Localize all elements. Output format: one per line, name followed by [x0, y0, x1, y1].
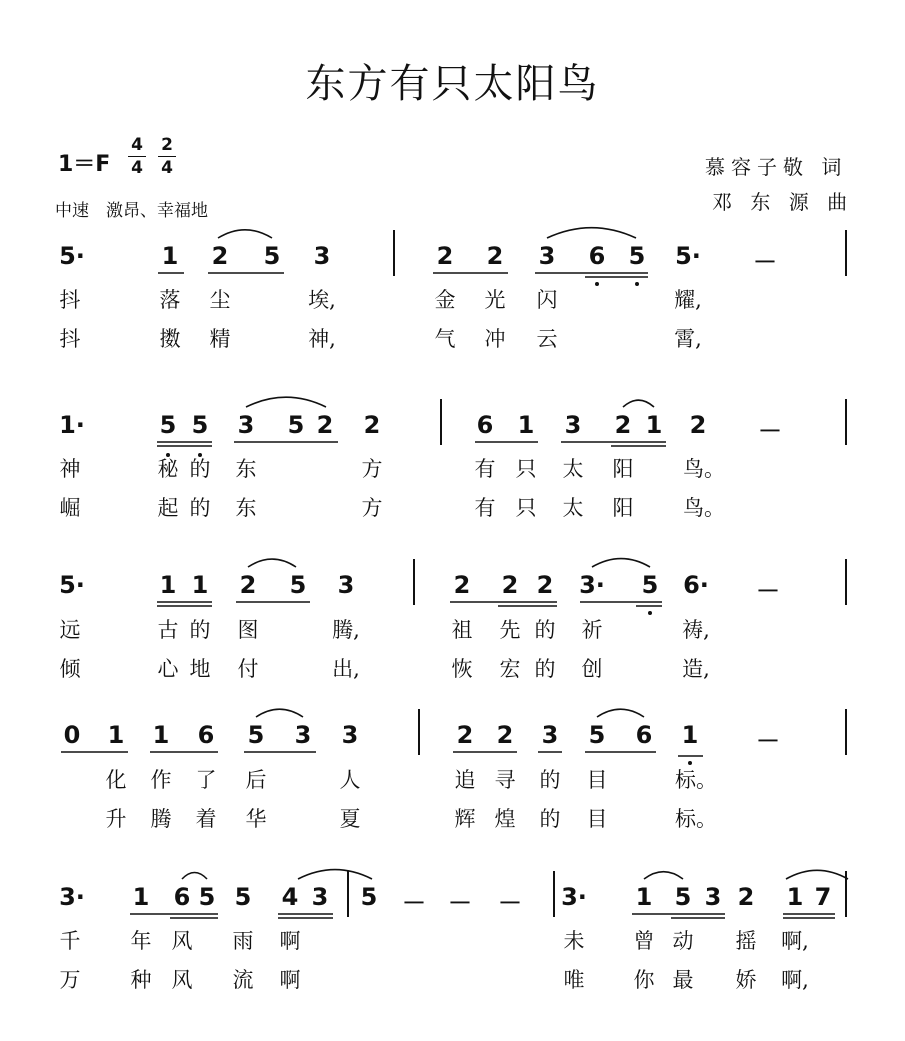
note: 1 [681, 721, 699, 749]
lyric-verse1: 东 [235, 457, 257, 481]
note: 1 [159, 571, 177, 599]
note: 6 [635, 721, 653, 749]
lyric-verse1: 年 [130, 929, 152, 953]
lyric-verse1: 阳 [612, 457, 634, 481]
lyric-verse1: 闪 [536, 288, 558, 312]
note: 2 [536, 571, 554, 599]
key-signature: 1＝F [58, 152, 111, 177]
note: 5 [641, 571, 659, 599]
octave-dot-low [648, 611, 652, 615]
note: 5 [287, 411, 305, 439]
note: 5· [675, 242, 701, 270]
lyric-verse1: 人 [339, 768, 361, 792]
note: － [753, 248, 777, 276]
note: 6 [476, 411, 494, 439]
barline [845, 559, 847, 605]
note: 1 [107, 721, 125, 749]
lyric-verse1: 埃, [308, 288, 336, 312]
lyric-verse1: 未 [563, 929, 585, 953]
note: 2 [456, 721, 474, 749]
lyric-verse2: 云 [536, 327, 558, 351]
note: － [758, 417, 782, 445]
lyric-verse2: 唯 [563, 968, 585, 992]
lyric-verse1: 千 [59, 929, 81, 953]
note: 2 [501, 571, 519, 599]
lyric-verse1: 化 [105, 768, 127, 792]
lyric-verse2: 霄, [674, 327, 702, 351]
lyric-verse2: 夏 [339, 807, 361, 831]
lyric-verse2: 的 [189, 496, 211, 520]
lyric-verse2: 阳 [612, 496, 634, 520]
note: 0 [63, 721, 81, 749]
note: 5 [289, 571, 307, 599]
meter-top: 4 [128, 134, 146, 157]
note: 3 [294, 721, 312, 749]
tempo-marking: 中速 激昂、幸福地 [55, 201, 208, 221]
note: 1 [132, 883, 150, 911]
lyric-verse2: 心 [157, 657, 179, 681]
lyric-verse1: 秘 [157, 457, 179, 481]
lyric-verse1: 寻 [494, 768, 516, 792]
slur [592, 559, 650, 567]
slur [597, 709, 644, 717]
note: 1· [59, 411, 85, 439]
lyric-verse1: 后 [245, 768, 267, 792]
lyric-verse2: 创 [581, 657, 603, 681]
barline [440, 399, 442, 445]
note: 2 [211, 242, 229, 270]
note: 3· [59, 883, 85, 911]
barline [553, 871, 555, 917]
lyric-verse2: 宏 [499, 657, 521, 681]
note: － [448, 889, 472, 917]
lyric-verse2: 辉 [454, 807, 476, 831]
lyric-verse2: 地 [189, 657, 211, 681]
lyric-verse2: 煌 [494, 807, 516, 831]
lyric-verse2: 种 [130, 968, 152, 992]
slur [248, 559, 296, 567]
note: 6 [588, 242, 606, 270]
lyric-verse1: 祖 [451, 618, 473, 642]
lyric-verse1: 远 [59, 618, 81, 642]
note: 1 [517, 411, 535, 439]
lyric-verse1: 追 [454, 768, 476, 792]
note: 3 [313, 242, 331, 270]
note: 5 [191, 411, 209, 439]
note: 7 [814, 883, 832, 911]
barline [845, 709, 847, 755]
lyric-verse1: 祷, [682, 618, 710, 642]
note: 3 [311, 883, 329, 911]
note: 6 [197, 721, 215, 749]
lyric-verse2: 精 [209, 327, 231, 351]
lyric-verse1: 太 [562, 457, 584, 481]
lyric-verse1: 风 [171, 929, 193, 953]
lyric-verse1: 有 [474, 457, 496, 481]
lyric-verse1: 标。 [675, 768, 717, 792]
lyric-verse2: 出, [332, 657, 360, 681]
note: － [756, 727, 780, 755]
slur [256, 709, 303, 717]
note: 2 [316, 411, 334, 439]
lyric-verse2: 娇 [735, 968, 757, 992]
barline [413, 559, 415, 605]
lyric-verse1: 啊, [781, 929, 809, 953]
note: 3 [538, 242, 556, 270]
barline [418, 709, 420, 755]
note: 3· [561, 883, 587, 911]
lyric-verse2: 目 [586, 807, 608, 831]
composer-credit: 邓 东 源 曲 [712, 190, 854, 214]
note: 5 [588, 721, 606, 749]
lyric-verse2: 啊, [781, 968, 809, 992]
lyric-verse2: 最 [672, 968, 694, 992]
note: 5· [59, 571, 85, 599]
note: 5 [159, 411, 177, 439]
slur [644, 872, 683, 879]
note: 3 [541, 721, 559, 749]
lyric-verse1: 古 [157, 618, 179, 642]
lyric-verse1: 光 [484, 288, 506, 312]
slur [298, 870, 372, 879]
lyric-verse1: 雨 [232, 929, 254, 953]
note: 1 [645, 411, 663, 439]
lyric-verse2: 气 [434, 327, 456, 351]
note: 1 [161, 242, 179, 270]
lyric-verse1: 抖 [59, 288, 81, 312]
slur [246, 397, 326, 407]
lyric-verse2: 你 [633, 968, 655, 992]
lyric-verse2: 神, [308, 327, 336, 351]
lyric-verse1: 了 [195, 768, 217, 792]
note: 5 [247, 721, 265, 749]
lyric-verse1: 摇 [735, 929, 757, 953]
lyricist-credit: 慕容子敬 词 [705, 155, 848, 179]
slur [218, 230, 272, 238]
lyric-verse2: 流 [232, 968, 254, 992]
lyric-verse1: 啊 [279, 929, 301, 953]
slur [623, 400, 654, 407]
barline [393, 230, 395, 276]
lyric-verse1: 的 [189, 618, 211, 642]
note: 3· [579, 571, 605, 599]
note: 2 [453, 571, 471, 599]
lyric-verse1: 先 [499, 618, 521, 642]
lyric-verse1: 作 [150, 768, 172, 792]
lyric-verse1: 神 [59, 457, 81, 481]
lyric-verse1: 的 [534, 618, 556, 642]
lyric-verse2: 造, [682, 657, 710, 681]
note: 1 [635, 883, 653, 911]
barline [845, 871, 847, 917]
lyric-verse2: 有 [474, 496, 496, 520]
meter-top: 2 [158, 134, 176, 157]
octave-dot-low [595, 282, 599, 286]
note: 5 [674, 883, 692, 911]
note: 1 [191, 571, 209, 599]
note: 4 [281, 883, 299, 911]
octave-dot-low [635, 282, 639, 286]
lyric-verse2: 倾 [59, 657, 81, 681]
note: 2 [363, 411, 381, 439]
lyric-verse2: 付 [237, 657, 259, 681]
barline [347, 871, 349, 917]
lyric-verse2: 腾 [150, 807, 172, 831]
lyric-verse1: 目 [586, 768, 608, 792]
time-signature-2-4 [158, 134, 176, 179]
slur [182, 873, 207, 880]
song-title: 东方有只太阳鸟 [305, 61, 600, 107]
note: 2 [737, 883, 755, 911]
note: 3 [704, 883, 722, 911]
slur [786, 870, 848, 879]
note: 2 [436, 242, 454, 270]
note: 6· [683, 571, 709, 599]
note: － [402, 889, 426, 917]
note: 5 [360, 883, 378, 911]
lyric-verse1: 腾, [332, 618, 360, 642]
lyric-verse2: 擞 [159, 327, 181, 351]
lyric-verse2: 东 [235, 496, 257, 520]
lyric-verse1: 落 [159, 288, 181, 312]
lyric-verse2: 冲 [484, 327, 506, 351]
lyric-verse2: 鸟。 [683, 496, 725, 520]
lyric-verse2: 标。 [675, 807, 717, 831]
lyric-verse2: 恢 [451, 657, 473, 681]
lyric-verse1: 的 [189, 457, 211, 481]
lyric-verse1: 图 [237, 618, 259, 642]
note: 2 [239, 571, 257, 599]
note: 5 [234, 883, 252, 911]
lyric-verse1: 曾 [633, 929, 655, 953]
note: 1 [152, 721, 170, 749]
note: － [498, 889, 522, 917]
slur [547, 228, 636, 238]
lyric-verse2: 起 [157, 496, 179, 520]
lyric-verse1: 金 [434, 288, 456, 312]
note: 3 [341, 721, 359, 749]
note: 3 [337, 571, 355, 599]
barline [845, 399, 847, 445]
note: 5 [263, 242, 281, 270]
lyric-verse2: 方 [361, 496, 383, 520]
lyric-verse1: 鸟。 [683, 457, 725, 481]
lyric-verse1: 动 [672, 929, 694, 953]
lyric-verse1: 祈 [581, 618, 603, 642]
note: 5· [59, 242, 85, 270]
meter-bottom: 4 [161, 158, 173, 178]
time-signature-4-4 [128, 134, 146, 179]
barline [845, 230, 847, 276]
lyric-verse1: 耀, [674, 288, 702, 312]
lyric-verse2: 啊 [279, 968, 301, 992]
note: 6 [173, 883, 191, 911]
lyric-verse2: 只 [515, 496, 537, 520]
lyric-verse2: 抖 [59, 327, 81, 351]
note: － [756, 577, 780, 605]
lyric-verse1: 尘 [209, 288, 231, 312]
lyric-verse1: 的 [539, 768, 561, 792]
note: 5 [628, 242, 646, 270]
lyric-verse2: 万 [59, 968, 81, 992]
note: 3 [564, 411, 582, 439]
note: 5 [198, 883, 216, 911]
note: 3 [237, 411, 255, 439]
lyric-verse1: 方 [361, 457, 383, 481]
lyric-verse1: 只 [515, 457, 537, 481]
meter-bottom: 4 [131, 158, 143, 178]
lyric-verse2: 的 [539, 807, 561, 831]
lyric-verse2: 崛 [59, 496, 81, 520]
lyric-verse2: 的 [534, 657, 556, 681]
note: 2 [689, 411, 707, 439]
note: 2 [496, 721, 514, 749]
note: 2 [614, 411, 632, 439]
lyric-verse2: 升 [105, 807, 127, 831]
note: 1 [786, 883, 804, 911]
lyric-verse2: 华 [245, 807, 267, 831]
lyric-verse2: 着 [195, 807, 217, 831]
note: 2 [486, 242, 504, 270]
lyric-verse2: 风 [171, 968, 193, 992]
lyric-verse2: 太 [562, 496, 584, 520]
